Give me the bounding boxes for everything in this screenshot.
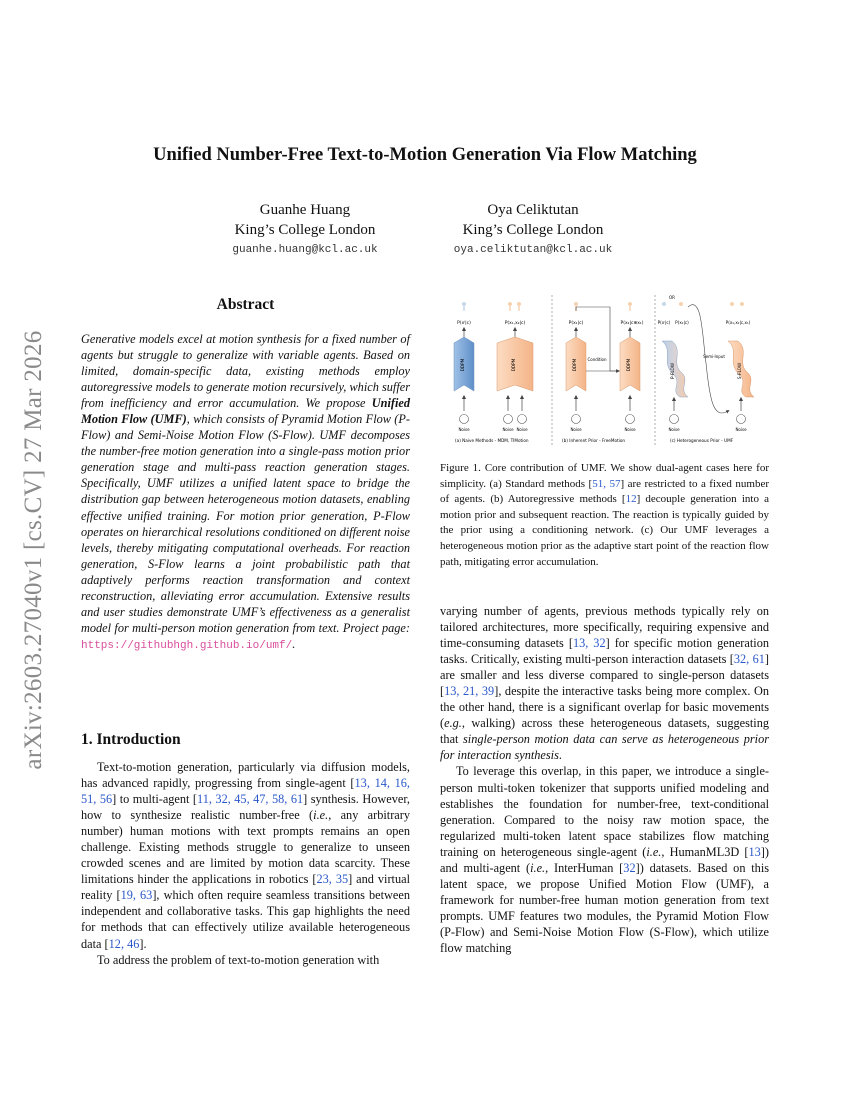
panel-caption: (c) Heterogeneous Prior - UMF xyxy=(670,438,734,443)
paper-title: Unified Number-Free Text-to-Motion Generation Via Flow Matching xyxy=(153,145,697,165)
method-name: Unified Motion Flow (UMF) xyxy=(81,396,410,427)
introduction-body xyxy=(81,759,410,968)
author-email[interactable]: oya.celiktutan@kcl.ac.uk xyxy=(453,244,613,256)
author-email[interactable]: guanhe.huang@kcl.ac.uk xyxy=(232,244,378,256)
p-flow-label: P-FLOW xyxy=(670,363,675,379)
panel-c xyxy=(658,295,754,443)
citation[interactable]: 32, 61 xyxy=(733,652,765,667)
author-affiliation: King’s College London xyxy=(234,222,376,238)
citation[interactable]: 13, 21, 39 xyxy=(444,684,495,699)
prob-label: P(xⁱ|c) xyxy=(657,320,671,325)
prob-label: P(x₁|c) xyxy=(568,321,584,326)
panel-a xyxy=(454,302,533,443)
citation[interactable]: 11, 32, 45, 47, 58, 61 xyxy=(197,792,304,807)
abstract-body: Generative models excel at motion synthesis for a fixed number of agents but struggle to generalize with variable agents. Based on limited, domain-specific data, existing methods employ autoregressive models to generate motion recursively, which suffer from inefficiency and error accumulation. We propose Unified Motion Flow (UMF), which consists of Pyramid Motion Flow (P-Flow) and Semi-Noise Motion Flow (S-Flow). UMF decomposes the number-free motion generation into a single-pass motion prior generation stage and multi-pass reaction generation stages. Specifically, UMF utilizes a unified latent space to bridge the distribution gap between heterogeneous motion datasets, enabling effective unified training. For motion prior generation, P-Flow operates on hierarchical resolutions conditioned on different noise levels, thereby mitigating computational overheads. For reaction generation, S-Flow learns a joint probabilistic path that adaptively performs reaction transformation and context reconstruction, alleviating error accumulation. Extensive results and user studies demonstrate UMF’s effectiveness as a generalist model for multi-person motion generation from text. Project page: https://githubhgh.github.io/umf/. xyxy=(81,332,411,652)
paragraph: To address the problem of text-to-motion generation with xyxy=(97,952,380,967)
p-flow-block xyxy=(662,341,688,397)
paragraph: To leverage this overlap, in this paper, we introduce a single-person multi-token tokenizer that supports unified modeling and establishes the foundation for number-free, text-conditional generation. Compared to the noisy raw motion space, the regularized multi-token latent space stabilizes flow matching training on heterogeneous single-agent (i.e., HumanML3D [13]) and multi-agent (i.e., InterHuman [32]) datasets. Based on this latent space, we propose Unified Motion Flow (UMF), a framework for number-free human motion generation from text prompts. UMF features two modules, the Pyramid Motion Flow (P-Flow) and Semi-Noise Motion Flow (S-Flow), which utilize flow matching xyxy=(440,764,770,955)
author-name: Oya Celiktutan xyxy=(487,202,579,218)
introduction-continued xyxy=(440,603,769,956)
author-name: Guanhe Huang xyxy=(259,202,351,218)
ddpm-label: DDPM xyxy=(511,358,516,372)
or-label: OR xyxy=(669,295,675,300)
citation[interactable]: 19, 63 xyxy=(120,888,153,903)
prob-label: P(xⁱ|c) xyxy=(457,321,471,326)
condition-label: Condition xyxy=(587,357,607,362)
ddpm-label: DDPM xyxy=(572,358,577,372)
noise-label: Noise xyxy=(735,427,747,432)
prob-label: P(x₁,x₂|c) xyxy=(504,321,526,326)
citation[interactable]: 13, 32 xyxy=(572,636,606,651)
ddpm-label: DDPM xyxy=(626,358,631,372)
citation[interactable]: 23, 35 xyxy=(316,872,349,887)
semi-input-label: Semi-Input xyxy=(703,354,725,359)
citation[interactable]: 12, 46 xyxy=(108,936,140,951)
s-flow-label: S-FLOW xyxy=(737,362,742,380)
noise-label: Noise xyxy=(458,427,470,432)
ddpm-label: DDPM xyxy=(460,358,465,372)
citation[interactable]: 32 xyxy=(623,860,636,875)
panel-caption: (a) Naive Methods - MDM, TIMotion xyxy=(455,438,529,443)
figure-1-diagram xyxy=(452,293,762,447)
panel-b xyxy=(562,302,644,443)
author-affiliation: King’s College London xyxy=(462,222,604,238)
citation[interactable]: 12 xyxy=(625,493,637,506)
author-block-2 xyxy=(383,200,683,260)
prob-label: P(x₂|c⊕x₁) xyxy=(620,321,644,326)
prob-label: P(x₁|c) xyxy=(675,320,689,325)
section-heading-introduction: 1. Introduction xyxy=(81,731,181,748)
paragraph: Text-to-motion generation, particularly via diffusion models, has advanced rapidly, progressing from single-agent [13, 14, 16, 51, 56] to multi-agent [11, 32, 45, 47, 58, 61] synthesis. However, how to synthesize realistic number-free (i.e., any arbitrary number) human motions with text prompts remains an open challenge. Existing methods struggle to generalize to unseen crowded scenes and are limited by motion data scarcity. These limitations hinder the applications in robotics [23, 35] and virtual reality [19, 63], which often require seamless transitions between independent and collaborative tasks. This gap highlights the need for methods that can effectively utilize available heterogeneous data [12, 46]. xyxy=(81,760,411,951)
citation[interactable]: 13, 14, 16, 51, 56 xyxy=(81,776,410,807)
prob-label: P(x₁,x₂|c,x₁) xyxy=(725,320,751,325)
project-page-link[interactable]: https://githubhgh.github.io/umf/ xyxy=(81,639,293,652)
arxiv-stamp: arXiv:2603.27040v1 [cs.CV] 27 Mar 2026 xyxy=(20,330,47,770)
abstract-heading: Abstract xyxy=(216,296,275,313)
citation[interactable]: 51, 57 xyxy=(592,477,621,490)
citation[interactable]: 13 xyxy=(748,844,761,859)
noise-label: Noise xyxy=(668,427,680,432)
noise-label: Noise xyxy=(502,427,514,432)
paragraph: varying number of agents, previous methods typically rely on tailored architectures, more specifically, requiring expensive and time-consuming datasets [13, 32] for specific motion generation tasks. Critically, existing multi-person interaction datasets [32, 61] are smaller and less diverse compared to single-person datasets [13, 21, 39], despite the interactive tasks being more complex. On the other hand, there is a significant overlap for basic movements (e.g., walking) across these heterogeneous datasets, suggesting that single-person motion data can serve as heterogeneous prior for interaction synthesis. xyxy=(440,604,770,763)
figure-1-caption: Figure 1. Core contribution of UMF. We show dual-agent cases here for simplicity. (a) Standard methods [51, 57] are restricted to a fixed number of agents. (b) Autoregressive methods [12] decouple generation into a motion prior and subsequent reaction. The reaction is typically guided by the prior using a conditioning network. (c) Our UMF leverages a heterogeneous motion prior as the adaptive start point of the reaction flow path, mitigating error accumulation. xyxy=(440,462,769,568)
noise-label: Noise xyxy=(624,427,636,432)
noise-label: Noise xyxy=(516,427,528,432)
panel-caption: (b) Inherent Prior - FreeMotion xyxy=(562,438,626,443)
noise-label: Noise xyxy=(570,427,582,432)
